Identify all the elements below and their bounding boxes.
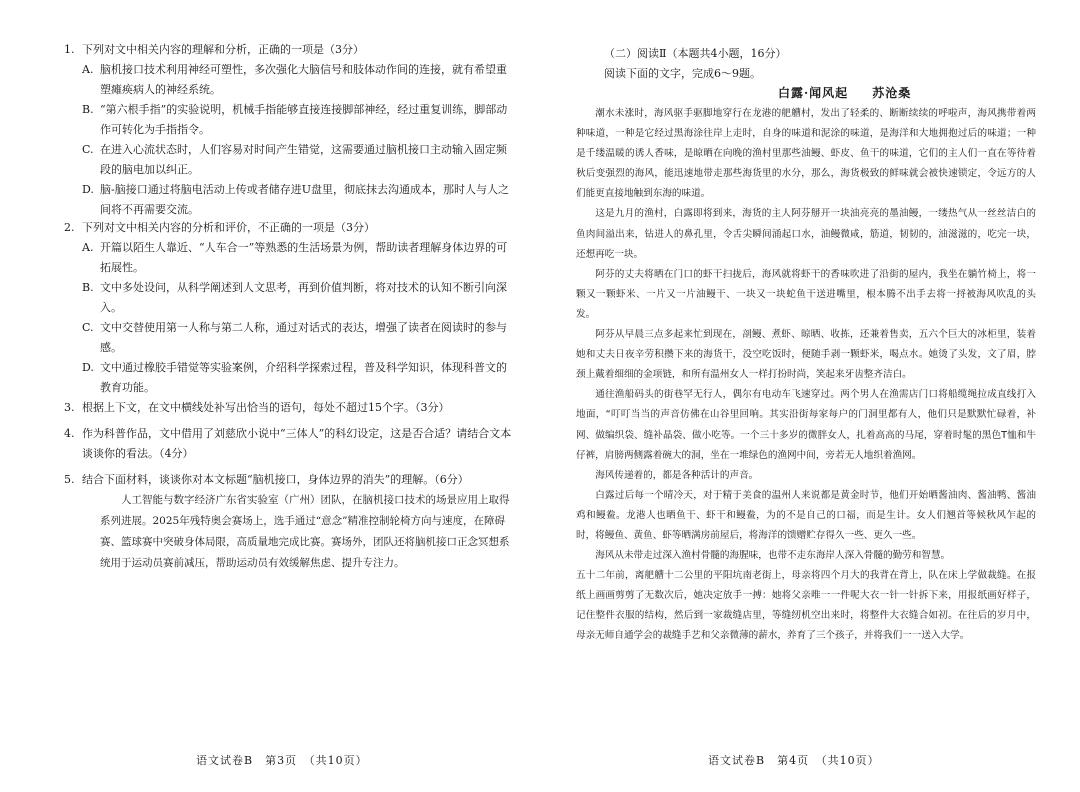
question-number: 2. [64, 221, 75, 234]
article-body [576, 104, 1036, 647]
title-text: 白露·闻风起 [778, 86, 849, 100]
option-label: B. [82, 281, 94, 294]
option-text: 在进入心流状态时，人们容易对时间产生错觉，这需要通过脑机接口主动输入固定频段的脑电加以纠正。 [100, 143, 507, 176]
option-text: “第六根手指”的实验说明，机械手指能够直接连接脚部神经，经过重复训练，脚部动作可转化为手指指令。 [100, 103, 508, 136]
paragraph: 潮水未涨时，海风驱手驱脚地穿行在龙港的舥艚村，发出了轻柔的、断断续续的呼啦声，海风携带着两种味道，一种是它经过黑海涂往岸上走时，自身的味道和泥涂的味道，是海洋和大地拥抱过后的味道；一种是千缕温暖的诱人香味，是晾晒在向晚的渔村里那些油鳗、虾皮、鱼干的味道，它们的主人们一直在等待着秋后变强烈的海风，能迅速地带走那些海货里的水分，那么，海货极致的鲜味就会被快速锁定，令远方的人们能更直接地触到东海的味道。 [576, 108, 1036, 200]
question-2 [64, 218, 516, 398]
question-number: 4. [64, 427, 75, 440]
option-label: C. [82, 321, 94, 334]
option-c [82, 318, 516, 358]
option-text: 脑-脑接口通过将脑电活动上传或者储存进U盘里，彻底抹去沟通成本，那时人与人之间将不再需要交流。 [100, 183, 509, 216]
option-a [82, 60, 516, 100]
question-1 [64, 40, 516, 220]
option-b [82, 100, 516, 140]
option-text: 脑机接口技术利用神经可塑性，多次强化大脑信号和肢体动作间的连接，就有希望重塑瘫痪病人的神经系统。 [100, 63, 507, 96]
section-heading: （二）阅读Ⅱ（本题共4小题，16分） [604, 47, 787, 60]
option-label: A. [82, 241, 94, 254]
question-4 [64, 424, 516, 464]
option-a [82, 238, 516, 278]
option-label: D. [82, 183, 94, 196]
option-text: 文中多处设问，从科学阐述到人文思考，再到价值判断，将对技术的认知不断引向深入。 [100, 281, 507, 314]
reading-instruction: 阅读下面的文字，完成6～9题。 [604, 67, 761, 80]
question-stem: 作为科普作品，文中借用了刘慈欣小说中“三体人”的科幻设定，这是否合适？请结合文本谈谈你的看法。（4分） [82, 427, 512, 460]
paragraph: 通往渔船码头的街巷罕无行人，偶尔有电动车飞速穿过。两个男人在渔需店门口将船缆绳拉成直线打入地面，“叮叮当当的声音仿佛在山谷里回响。其实沿街每家每户的门洞里都有人，他们只是默默忙碌着，补网、做编织袋、缝补晶袋、做小吃等。一个三十多岁的微胖女人，扎着高高的马尾，穿着时髦的黑色T恤和牛仔裤，肩膀两侧露着碗大的洞，坐在一堆绿色的渔网中间，旁若无人地织着渔网。 [576, 389, 1036, 461]
question-stem: 结合下面材料，谈谈你对本文标题“脑机接口，身体边界的消失”的理解。（6分） [82, 473, 469, 486]
option-text: 文中交替使用第一人称与第二人称，通过对话式的表达，增强了读者在阅读时的参与感。 [100, 321, 507, 354]
paragraph: 五十二年前，离舥艚十二公里的平阳坑南老街上，母亲将四个月大的我背在背上，队在床上学做裁缝。在报纸上画画剪剪了无数次后，她决定放手一搏：她将父亲唯一一件呢大衣一针一针拆下来，用报纸画好样子，记住整件衣服的结构，然后到一家裁缝店里，等缝纫机空出来时，将整件大衣缝合如初。在往后的岁月中，母亲无师自通学会的裁缝手艺和父亲微薄的薪水，养育了三个孩子，并将我们一一送入大学。 [576, 570, 1036, 642]
author-name: 苏沧桑 [872, 86, 912, 100]
option-c [82, 140, 516, 180]
option-d [82, 180, 516, 220]
option-label: A. [82, 63, 94, 76]
option-b [82, 278, 516, 318]
paragraph: 海风从未带走过深入渔村骨髓的海腥味，也带不走东海岸人深入骨髓的勤劳和智慧。 [595, 550, 951, 562]
page-footer: 语文试卷B 第4页 （共10页） [708, 754, 880, 767]
question-5-material: 人工智能与数字经济广东省实验室（广州）团队，在脑机接口技术的场景应用上取得系列进展。2025年残特奥会赛场上，选手通过“意念”精准控制轮椅方向与速度，在障碍赛、篮球赛中突破身体局限，高质量地完成比赛。赛场外，团队还将脑机接口正念冥想系统用于运动员赛前减压，帮助运动员有效缓解焦虑、提升专注力。 [100, 494, 510, 569]
option-d [82, 358, 516, 398]
option-label: C. [82, 143, 94, 156]
article-title [778, 84, 911, 101]
question-3 [64, 398, 516, 418]
question-number: 3. [64, 401, 75, 414]
option-text: 文中通过橡胶手错觉等实验案例，介绍科学探索过程，普及科学知识，体现科普文的教育功能。 [100, 361, 507, 394]
question-stem: 下列对文中相关内容的分析和评价，不正确的一项是（3分） [82, 221, 375, 234]
question-number: 5. [64, 473, 75, 486]
option-label: D. [82, 361, 94, 374]
paragraph: 白露过后每一个晴冷天，对于精于美食的温州人来说都是黄金时节，他们开始晒酱油肉、酱油鸭、酱油鸡和鳗鲞。龙港人也晒鱼干、虾干和鳗鲞，为的不是自己的口福，而是生计。女人们翘首等候秋风乍起的时，将鳗鱼、黄鱼、虾等晒满房前屋后，将海洋的馈赠贮存得久一些、更久一些。 [576, 489, 1036, 541]
paragraph: 这是九月的渔村，白露即将到来，海货的主人阿芬掰开一块油亮亮的墨油鳗，一缕热气从一丝丝洁白的鱼肉间溢出来，钻进人的鼻孔里，令舌尖瞬间涌起口水，油鳗微咸，筋道，韧韧的，油滋滋的，吃完一块，还想再吃一块。 [576, 208, 1036, 260]
paragraph: 阿芬从早晨三点多起来忙到现在，剖鳗、煮虾、晾晒、收拣，还兼着售卖，五六个巨大的冰柜里，装着她和丈夫日夜辛劳积攒下来的海货干，没空吃饭时，便随手剥一颗虾米，喝点水。她烫了头发，文了眉，脖颈上戴着细细的金项链，和所有温州女人一样打扮时尚，笑起来牙齿整齐洁白。 [576, 329, 1036, 381]
question-5 [64, 470, 516, 574]
page-footer: 语文试卷B 第3页 （共10页） [196, 754, 368, 767]
paragraph: 海风传递着的，都是各种活计的声音。 [595, 469, 759, 481]
paragraph: 阿芬的丈夫将晒在门口的虾干扫拢后，海风就将虾干的香味吹进了沿街的屋内，我坐在躺竹椅上，将一颗又一颗虾米、一片又一片油鳗干、一块又一块蛇鱼干送进嘴里，根本腾不出手去将一捋被海风吹乱的头发。 [576, 268, 1036, 320]
option-text: 开篇以陌生人靠近、“人车合一”等熟悉的生活场景为例，帮助读者理解身体边界的可拓展性。 [100, 241, 508, 274]
question-stem: 根据上下文，在文中横线处补写出恰当的语句，每处不超过15个字。（3分） [82, 401, 450, 414]
option-label: B. [82, 103, 94, 116]
question-number: 1. [64, 43, 75, 56]
question-stem: 下列对文中相关内容的理解和分析，正确的一项是（3分） [82, 43, 364, 56]
